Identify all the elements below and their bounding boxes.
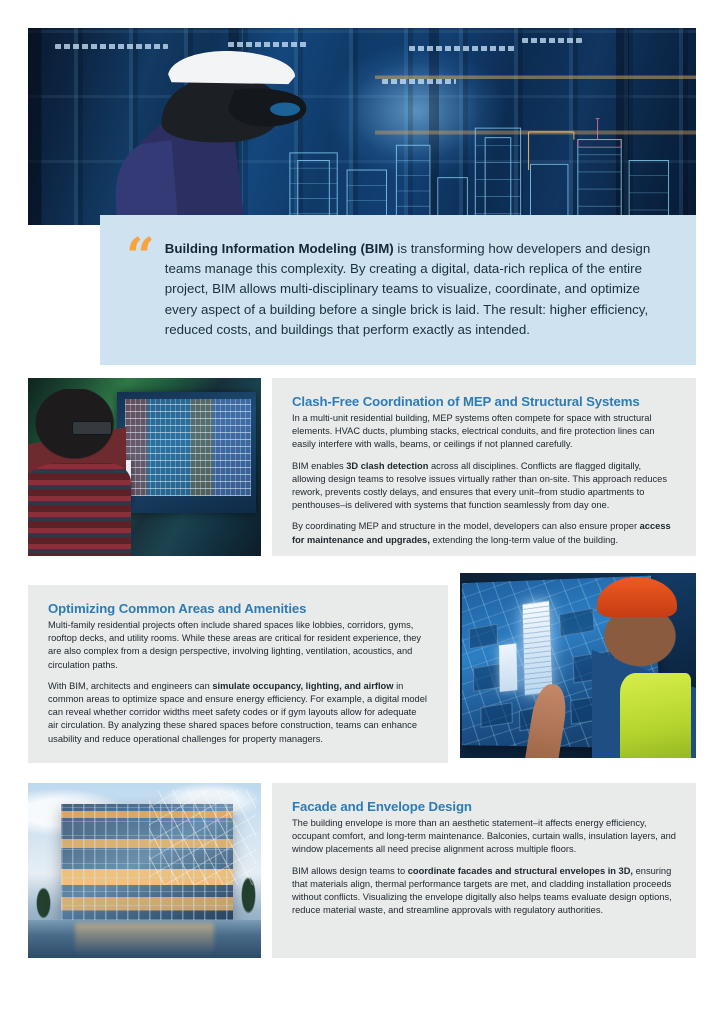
- section-image-facade: [28, 783, 261, 958]
- body-text: BIM enables: [292, 460, 347, 471]
- pull-quote-lead: Building Information Modeling (BIM): [164, 241, 394, 256]
- section-heading: Optimizing Common Areas and Amenities: [48, 601, 307, 616]
- hero-worker-silhouette-icon: [68, 32, 335, 225]
- hero-holographic-skyline-icon: [282, 111, 696, 225]
- hud-text-line: [409, 46, 516, 51]
- hero-image: [28, 28, 696, 225]
- section-paragraph: [292, 817, 676, 857]
- pull-quote-text: [165, 233, 662, 351]
- pull-quote-card: [100, 215, 696, 365]
- pull-quote-rest: is transforming how developers and design teams manage this complexity. By creating a digital, data-rich replica of the entire project, BIM allows multi-disciplinary teams to visualize, coordinate, and optimize every aspect of a building before a single brick is laid. The result: higher efficiency, reduced costs, and buildings that perform exactly as intended.: [164, 241, 651, 337]
- body-text: ensuring that materials align, thermal performance targets are met, and cladding installation proceeds without conflicts. Visualizing the envelope digitally also helps teams evaluate design options, reduce material waste, and streamline approvals with regulatory authorities.: [292, 865, 672, 916]
- body-text: By coordinating MEP and structure in the model, developers can also ensure proper: [292, 521, 640, 532]
- body-text: extending the long-term value of the building.: [429, 534, 619, 545]
- section-paragraph: [292, 460, 676, 513]
- section-image-common-areas: [460, 573, 696, 758]
- hud-text-line: [522, 38, 582, 43]
- body-text: Multi-family residential projects often include shared spaces like lobbies, corridors, gyms, rooftop decks, and utility rooms. While these areas are critical for resident experience, they are also complex from a design perspective, involving lighting, ventilation, acoustics, and circulation paths.: [48, 620, 422, 670]
- body-text: across all disciplines. Conflicts are flagged digitally, allowing design teams to resolve issues virtually rather than on-site. This approach reduces rework, prevents costly delays, and ensures that every unit–from studio apartments to penthouses–is delivered with systems that function seamlessly from day one.: [292, 460, 667, 511]
- body-text: In a multi-unit residential building, MEP systems often compete for space with structural elements. HVAC ducts, plumbing stacks, electrical conduits, and fire protection lines can easily interfere with walls, beams, or ceilings if not planned carefully.: [292, 413, 655, 450]
- section-paragraph: [292, 520, 676, 546]
- section-paragraph: [48, 680, 428, 746]
- section-panel-clash-free: [272, 378, 696, 556]
- section-paragraph: [292, 865, 676, 918]
- body-text: BIM allows design teams to: [292, 865, 408, 876]
- emphasis-text: coordinate facades and structural envelopes in 3D,: [407, 865, 634, 876]
- body-text: With BIM, architects and engineers can: [48, 680, 213, 691]
- body-text: in common areas to optimize space and ensure energy efficiency. For example, a digital model can reveal whether corridor widths meet safety codes or if gym layouts allow for adequate air circulation. By analyzing these shared spaces before construction, teams can enhance usability and reduce operational challenges for property managers.: [48, 680, 427, 744]
- section-image-clash-free: [28, 378, 261, 556]
- emphasis-text: 3D clash detection: [346, 460, 429, 471]
- section-heading: Clash-Free Coordination of MEP and Structural Systems: [292, 394, 640, 409]
- quote-mark-icon: “: [126, 226, 153, 285]
- emphasis-text: access for maintenance and upgrades,: [292, 521, 671, 545]
- section-panel-common-areas: [28, 585, 448, 763]
- hud-text-line: [382, 79, 455, 84]
- body-text: The building envelope is more than an aesthetic statement–it affects energy efficiency, occupant comfort, and long-term maintenance. Balconies, curtain walls, insulation layers, and window placements all need precise alignment across multiple floors.: [292, 818, 676, 855]
- section-paragraph: [292, 412, 676, 452]
- section-panel-facade: [272, 783, 696, 958]
- section-heading: Facade and Envelope Design: [292, 799, 472, 814]
- emphasis-text: simulate occupancy, lighting, and airflow: [212, 680, 394, 691]
- section-paragraph: [48, 619, 428, 672]
